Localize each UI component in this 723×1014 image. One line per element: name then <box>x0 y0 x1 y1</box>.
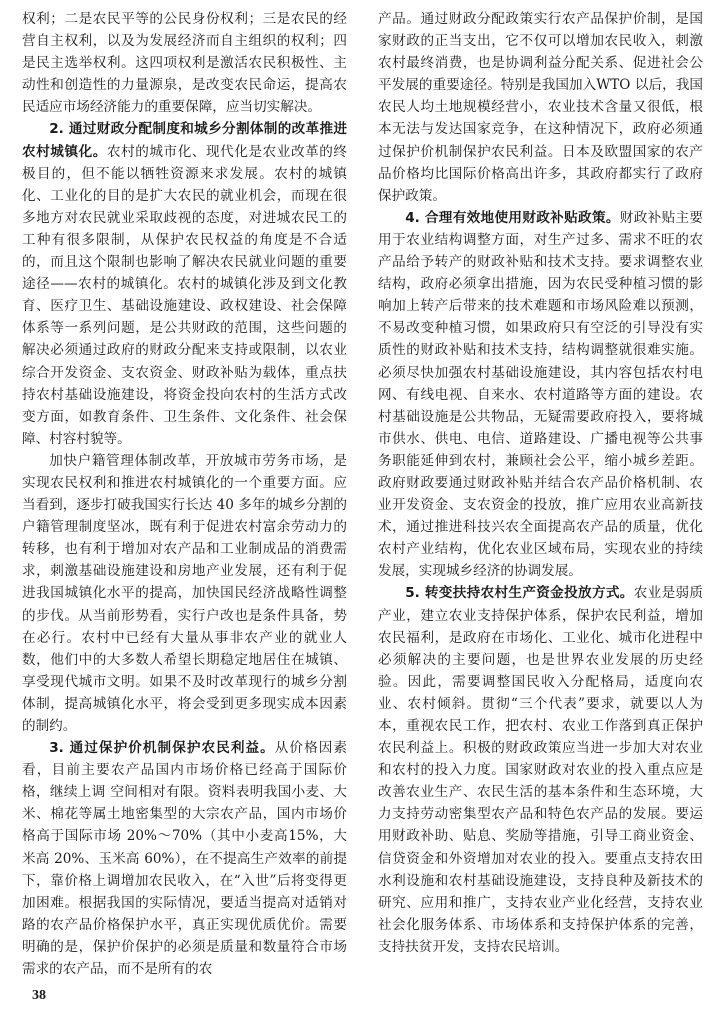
paragraph-body: 从价格因素看，目前主要农产品国内市场价格已经高于国际价格，继续上调 空间相对有限。资料表明我国小麦、大米、棉花等属土地密集型的大宗农产品，国内市场价格高于国际市场 20%～70%（其中小麦高15%，大米高 20%、玉米高 60%），在不提高生产效率的前提下，靠价格上调增加农民收入，在“入世”后将变得更加困难。根据我国的实际情况，要适当提高对适销对路的农产品价格保护水平，真正实现优质优价。需要明确的是，保护价保护的必须是质量和数量符合市场需求的农产品，而不是所有的农 <box>22 740 347 978</box>
left-column <box>22 8 347 980</box>
paragraph <box>378 207 703 583</box>
page-number: 38 <box>32 988 46 1003</box>
section-heading: 2. 通过财政分配制度和城乡分割体制的改革推进农村城镇化。 <box>22 121 347 160</box>
paragraph: 权利；二是农民平等的公民身份权利；三是农民的经营自主权利，以及为发展经济而自主组织的权利；四是民主选举权利。这四项权利是激活农民积极性、主动性和创造性的力量源泉，是改变农民命运，提高农民适应市场经济能力的重要保障，应当切实解决。 <box>22 11 347 116</box>
right-column <box>378 8 703 958</box>
paragraph <box>378 582 703 958</box>
paragraph <box>22 118 347 449</box>
paragraph: 加快户籍管理体制改革，开放城市劳务市场，是实现农民权利和推进农村城镇化的一个重要方面。应当看到，逐步打破我国实行长达 40 多年的城乡分割的户籍管理制度坚冰，既有利于促进农村富余劳动力的转移，也有利于增加对农产品和工业制成品的消费需求，刺激基础设施建设和房地产业发展，还有利于促进我国城镇化水平的提高，加快国民经济战略性调整的步伐。从当前形势看，实行户改也是条件具备，势在必行。农村中已经有大量从事非农产业的就业人数，他们中的大多数人希望长期稳定地居住在城镇、享受现代城市文明。如果不及时改革现行的城乡分割体制，提高城镇化水平，将会受到更多现实成本因素的制约。 <box>22 452 348 734</box>
section-heading: 5. 转变扶持农村生产资金投放方式。 <box>405 585 634 602</box>
paragraph-body: 农业是弱质产业，建立农业支持保护体系，保护农民利益，增加农民福利，是政府在市场化、工业化、城市化进程中必须解决的主要问题，也是世界农业发展的历史经验。因此，需要调整国民收入分配格局，适度向农业、农村倾斜。贯彻“三个代表”要求，就要以人为本，重视农民工作，把农村、农业工作落到真正保护农民利益上。积极的财政政策应当进一步加大对农业和农村的投入力度。国家财政对农业的投入重点应是改善农业生产、农民生活的基本条件和生态环境，大力支持劳动密集型农产品和特色农产品的发展。要运用财政补助、贴息、奖励等措施，引导工商业资金、信贷资金和外资增加对农业的投入。要重点支持农田水利设施和农村基础设施建设，支持良种及新技术的研究、应用和推广，支持农业产业化经营，支持农业社会化服务体系、市场体系和支持保护体系的完善，支持扶贫开发，支持农民培训。 <box>378 585 704 955</box>
paragraph: 产品。通过财政分配政策实行农产品保护价制，是国家财政的正当支出，它不仅可以增加农民收入，刺激农村最终消费，也是协调利益分配关系、促进社会公平发展的重要途径。特别是我国加入WTO 以后，我国农民人均土地规模经营小，农业技术含量又很低，根本无法与发达国家竞争，在这种情况下，政府必须通过保护价机制保护农民利益。日本及欧盟国家的农产品价格均比国际价格高出许多，其政府都实行了政府保护政策。 <box>378 11 703 204</box>
paragraph-body: 财政补贴主要用于农业结构调整方面，对生产过多、需求不旺的农产品给予转产的财政补贴和技术支持。要求调整农业结构，政府必须拿出措施，因为农民受种植习惯的影响加上转产后带来的技术难题和市场风险难以预测，不易改变种植习惯，如果政府只有空泛的引导没有实质性的财政补贴和技术支持，结构调整就很难实施。必须尽快加强农村基础设施建设，其内容包括农村电网、有线电视、自来水、农村道路等方面的建设。农村基础设施是公共物品，无疑需要政府投入，要将城市供水、供电、电信、道路建设、广播电视等公共事务职能延伸到农村，兼顾社会公平，缩小城乡差距。政府财政要通过财政补贴并结合农产品价格机制、农业开发资金、支农资金的投放，推广应用农业高新技术，通过推进科技兴农全面提高农产品的质量，优化农村产业结构，优化农业区域布局，实现农业的持续发展，实现城乡经济的协调发展。 <box>378 209 704 580</box>
section-heading: 4. 合理有效地使用财政补贴政策。 <box>405 209 620 226</box>
section-heading: 3. 通过保护价机制保护农民利益。 <box>49 740 275 757</box>
paragraph <box>22 737 347 980</box>
paragraph-body: 农村的城市化、现代化是农业改革的终极目的，但不能以牺牲资源来求发展。农村的城镇化、工业化的目的是扩大农民的就业机会，而现在很多地方对农民就业采取歧视的态度，对进城农民工的工种有很多限制，从保护农民权益的角度是不合适的，而且这个限制也影响了解决农民就业问题的重要途径——农村的城镇化。农村的城镇化涉及到文化教育、医疗卫生、基础设施建设、政权建设、社会保障体系等一系列问题，是公共财政的范围，这些问题的解决必须通过政府的财政分配来支持或限制，以农业综合开发资金、支农资金、财政补贴为载体，重点扶持农村基础设施建设，将资金投向农村的生活方式改变方面，如教育条件、卫生条件、文化条件、社会保障、村容村貌等。 <box>22 143 348 447</box>
